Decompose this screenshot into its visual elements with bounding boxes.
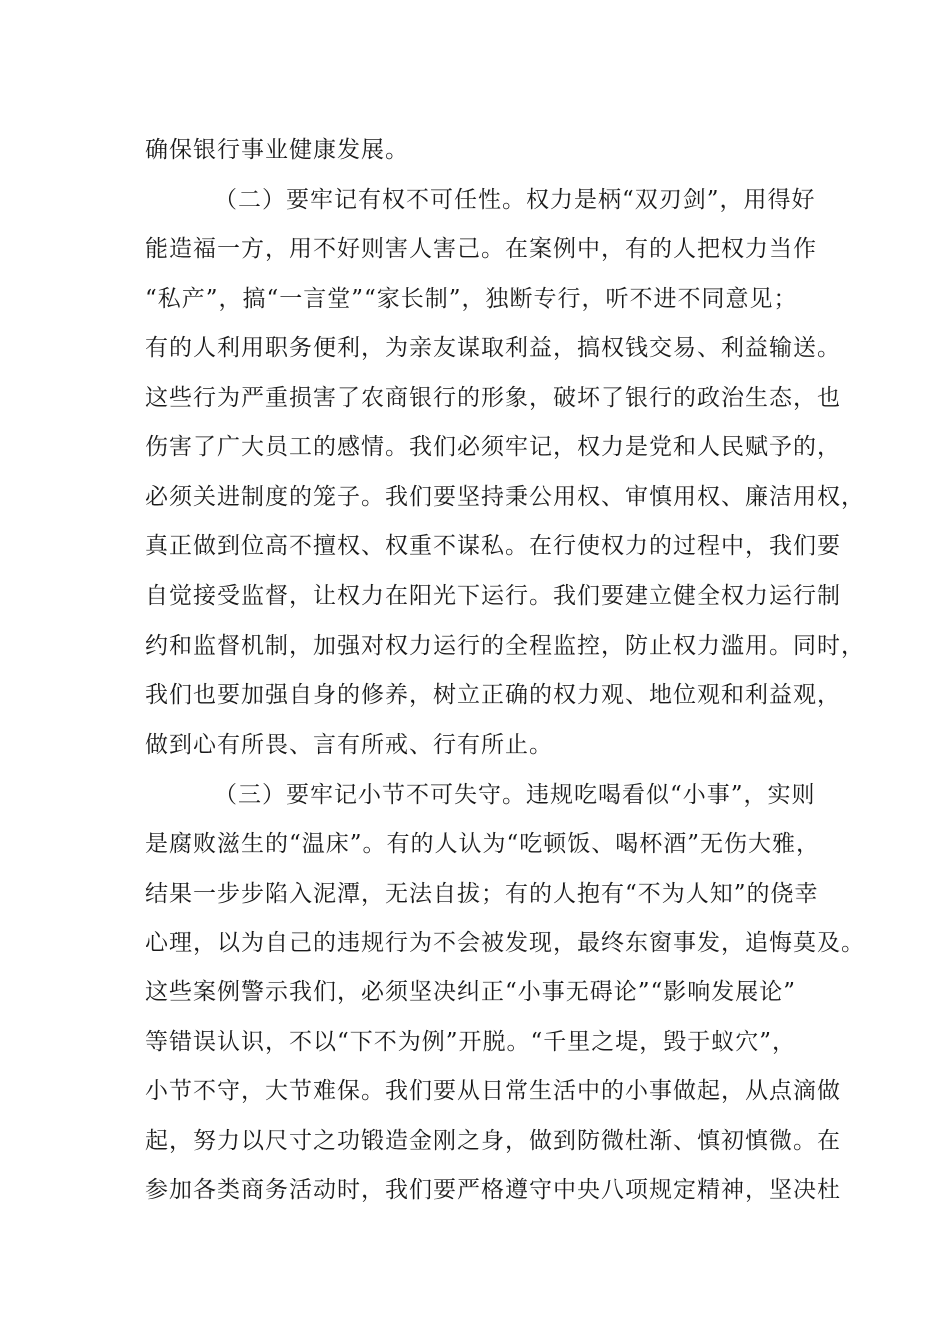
text-line: 约和监督机制，加强对权力运行的全程监控，防止权力滥用。同时， — [145, 633, 865, 659]
paragraph-heading-3: （三）要牢记小节不可失守。违规吃喝看似“小事”，实则 — [214, 782, 816, 808]
text-line: 等错误认识，不以“下不为例”开脱。“千里之堤，毁于蚁穴”， — [145, 1029, 797, 1055]
text-line: 我们也要加强自身的修养，树立正确的权力观、地位观和利益观， — [145, 682, 841, 708]
text-line: 参加各类商务活动时，我们要严格遵守中央八项规定精神，坚决杜 — [145, 1177, 841, 1203]
text-line: 确保银行事业健康发展。 — [145, 137, 409, 163]
text-line: 自觉接受监督，让权力在阳光下运行。我们要建立健全权力运行制 — [145, 583, 841, 609]
text-line: 伤害了广大员工的感情。我们必须牢记，权力是党和人民赋予的， — [145, 434, 841, 460]
text-line: 这些案例警示我们，必须坚决纠正“小事无碍论”“影响发展论” — [145, 979, 797, 1005]
text-line: 有的人利用职务便利，为亲友谋取利益，搞权钱交易、利益输送。 — [145, 335, 841, 361]
paragraph-heading-2: （二）要牢记有权不可任性。权力是柄“双刃剑”，用得好 — [214, 187, 816, 213]
text-line: 这些行为严重损害了农商银行的形象，破坏了银行的政治生态，也 — [145, 385, 841, 411]
text-line: 是腐败滋生的“温床”。有的人认为“吃顿饭、喝杯酒”无伤大雅， — [145, 831, 821, 857]
text-line: 起，努力以尺寸之功锻造金刚之身，做到防微杜渐、慎初慎微。在 — [145, 1128, 841, 1154]
text-line: 做到心有所畏、言有所戒、行有所止。 — [145, 732, 553, 758]
text-line: 小节不守，大节难保。我们要从日常生活中的小事做起，从点滴做 — [145, 1078, 841, 1104]
text-line: 心理，以为自己的违规行为不会被发现，最终东窗事发，追悔莫及。 — [145, 930, 865, 956]
text-line: 必须关进制度的笼子。我们要坚持秉公用权、审慎用权、廉洁用权， — [145, 484, 865, 510]
text-line: “私产”，搞“一言堂”“家长制”，独断专行，听不进不同意见； — [145, 286, 798, 312]
text-line: 能造福一方，用不好则害人害己。在案例中，有的人把权力当作 — [145, 236, 817, 262]
text-line: 结果一步步陷入泥潭，无法自拔；有的人抱有“不为人知”的侥幸 — [145, 881, 819, 907]
text-line: 真正做到位高不擅权、权重不谋私。在行使权力的过程中，我们要 — [145, 533, 841, 559]
